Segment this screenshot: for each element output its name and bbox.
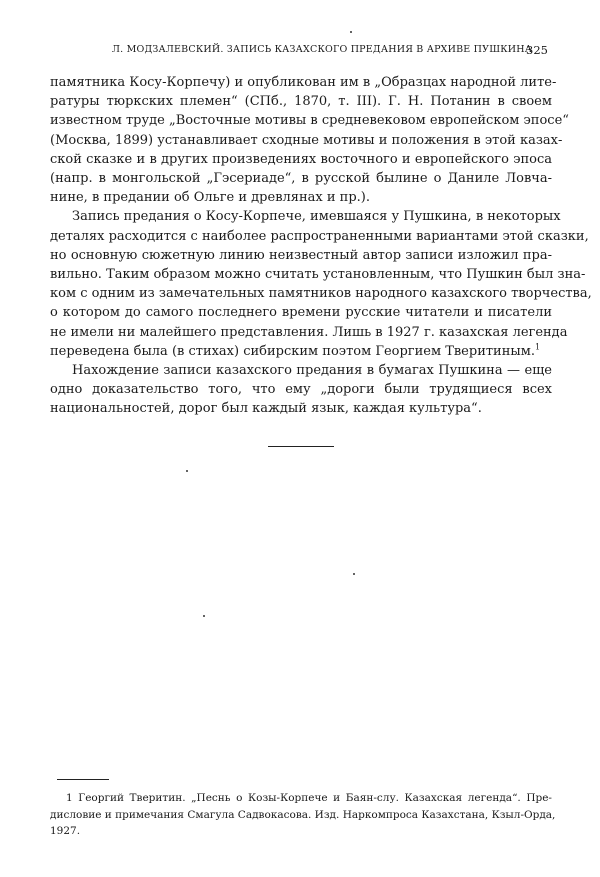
footnote-line: дисловие и примечания Смагула Садвокасова. Изд. Наркомпроса Казахстана, Кзыл-Орда, xyxy=(50,808,556,821)
speck-dot xyxy=(353,573,355,575)
paragraph-1 xyxy=(50,73,569,207)
running-title: Л. МОДЗАЛЕВСКИЙ. ЗАПИСЬ КАЗАХСКОГО ПРЕДАНИЯ В АРХИВЕ ПУШКИНА xyxy=(112,44,533,55)
footnote-line: 1927. xyxy=(50,825,81,837)
text-line: национальностей, дорог был каждый язык, каждая культура“. xyxy=(50,401,482,417)
text-line: деталях расходится с наиболее распространенными вариантами этой сказки, xyxy=(50,228,589,244)
footnote-number: 1 xyxy=(66,792,73,804)
text-line-with-footnote xyxy=(50,342,552,361)
text-line: нине, в предании об Ольге и древлянах и пр.). xyxy=(50,190,370,206)
text-line: (напр. в монгольской „Гэсериаде“, в русской былине о Даниле Ловча- xyxy=(50,171,552,187)
footnote xyxy=(50,790,556,840)
speck-dot xyxy=(186,470,188,472)
text-line: ком с одним из замечательных памятников народного казахского творчества, xyxy=(50,286,592,302)
text-line: но основную сюжетную линию неизвестный автор записи изложил пра- xyxy=(50,247,552,263)
paragraph-2 xyxy=(50,207,592,361)
text-line: вильно. Таким образом можно считать установленным, что Пушкин был зна- xyxy=(50,267,586,283)
section-divider xyxy=(268,446,334,447)
paragraph-3 xyxy=(50,361,552,419)
footnote-text: Георгий Тверитин. „Песнь о Козы-Корпече и Баян-слу. Казахская легенда“. Пре- xyxy=(78,792,552,804)
speck-dot xyxy=(350,31,352,33)
text-line: о котором до самого последнего времени русские читатели и писатели xyxy=(50,305,552,321)
text-line: памятника Косу-Корпечу) и опубликован им в „Образцах народной лите- xyxy=(50,75,557,90)
speck-dot xyxy=(203,615,205,617)
text-line: одно доказательство того, что ему „дороги были трудящиеся всех xyxy=(50,382,552,398)
text-line: ратуры тюркских племен“ (СПб., 1870, т. III). Г. Н. Потанин в своем xyxy=(50,94,552,110)
text-line: (Москва, 1899) устанавливает сходные мотивы и положения в этой казах- xyxy=(50,132,563,148)
footnote-rule xyxy=(57,779,109,780)
text-line: известном труде „Восточные мотивы в средневековом европейском эпосе“ xyxy=(50,113,569,129)
text-line: не имели ни малейшего представления. Лишь в 1927 г. казахская легенда xyxy=(50,324,568,340)
text-line: Нахождение записи казахского предания в бумагах Пушкина — еще xyxy=(72,363,552,379)
footnote-marker: 1 xyxy=(534,342,541,352)
page-number: 325 xyxy=(526,43,548,57)
text-line: Запись предания о Косу-Корпече, имевшаяся у Пушкина, в некоторых xyxy=(72,209,561,225)
body-text xyxy=(50,73,592,419)
text-line: ской сказке и в других произведениях восточного и европейского эпоса xyxy=(50,151,552,167)
text-line: переведена была (в стихах) сибирским поэтом Георгием Тверитиным. xyxy=(50,343,535,359)
footnote-line xyxy=(50,790,552,807)
